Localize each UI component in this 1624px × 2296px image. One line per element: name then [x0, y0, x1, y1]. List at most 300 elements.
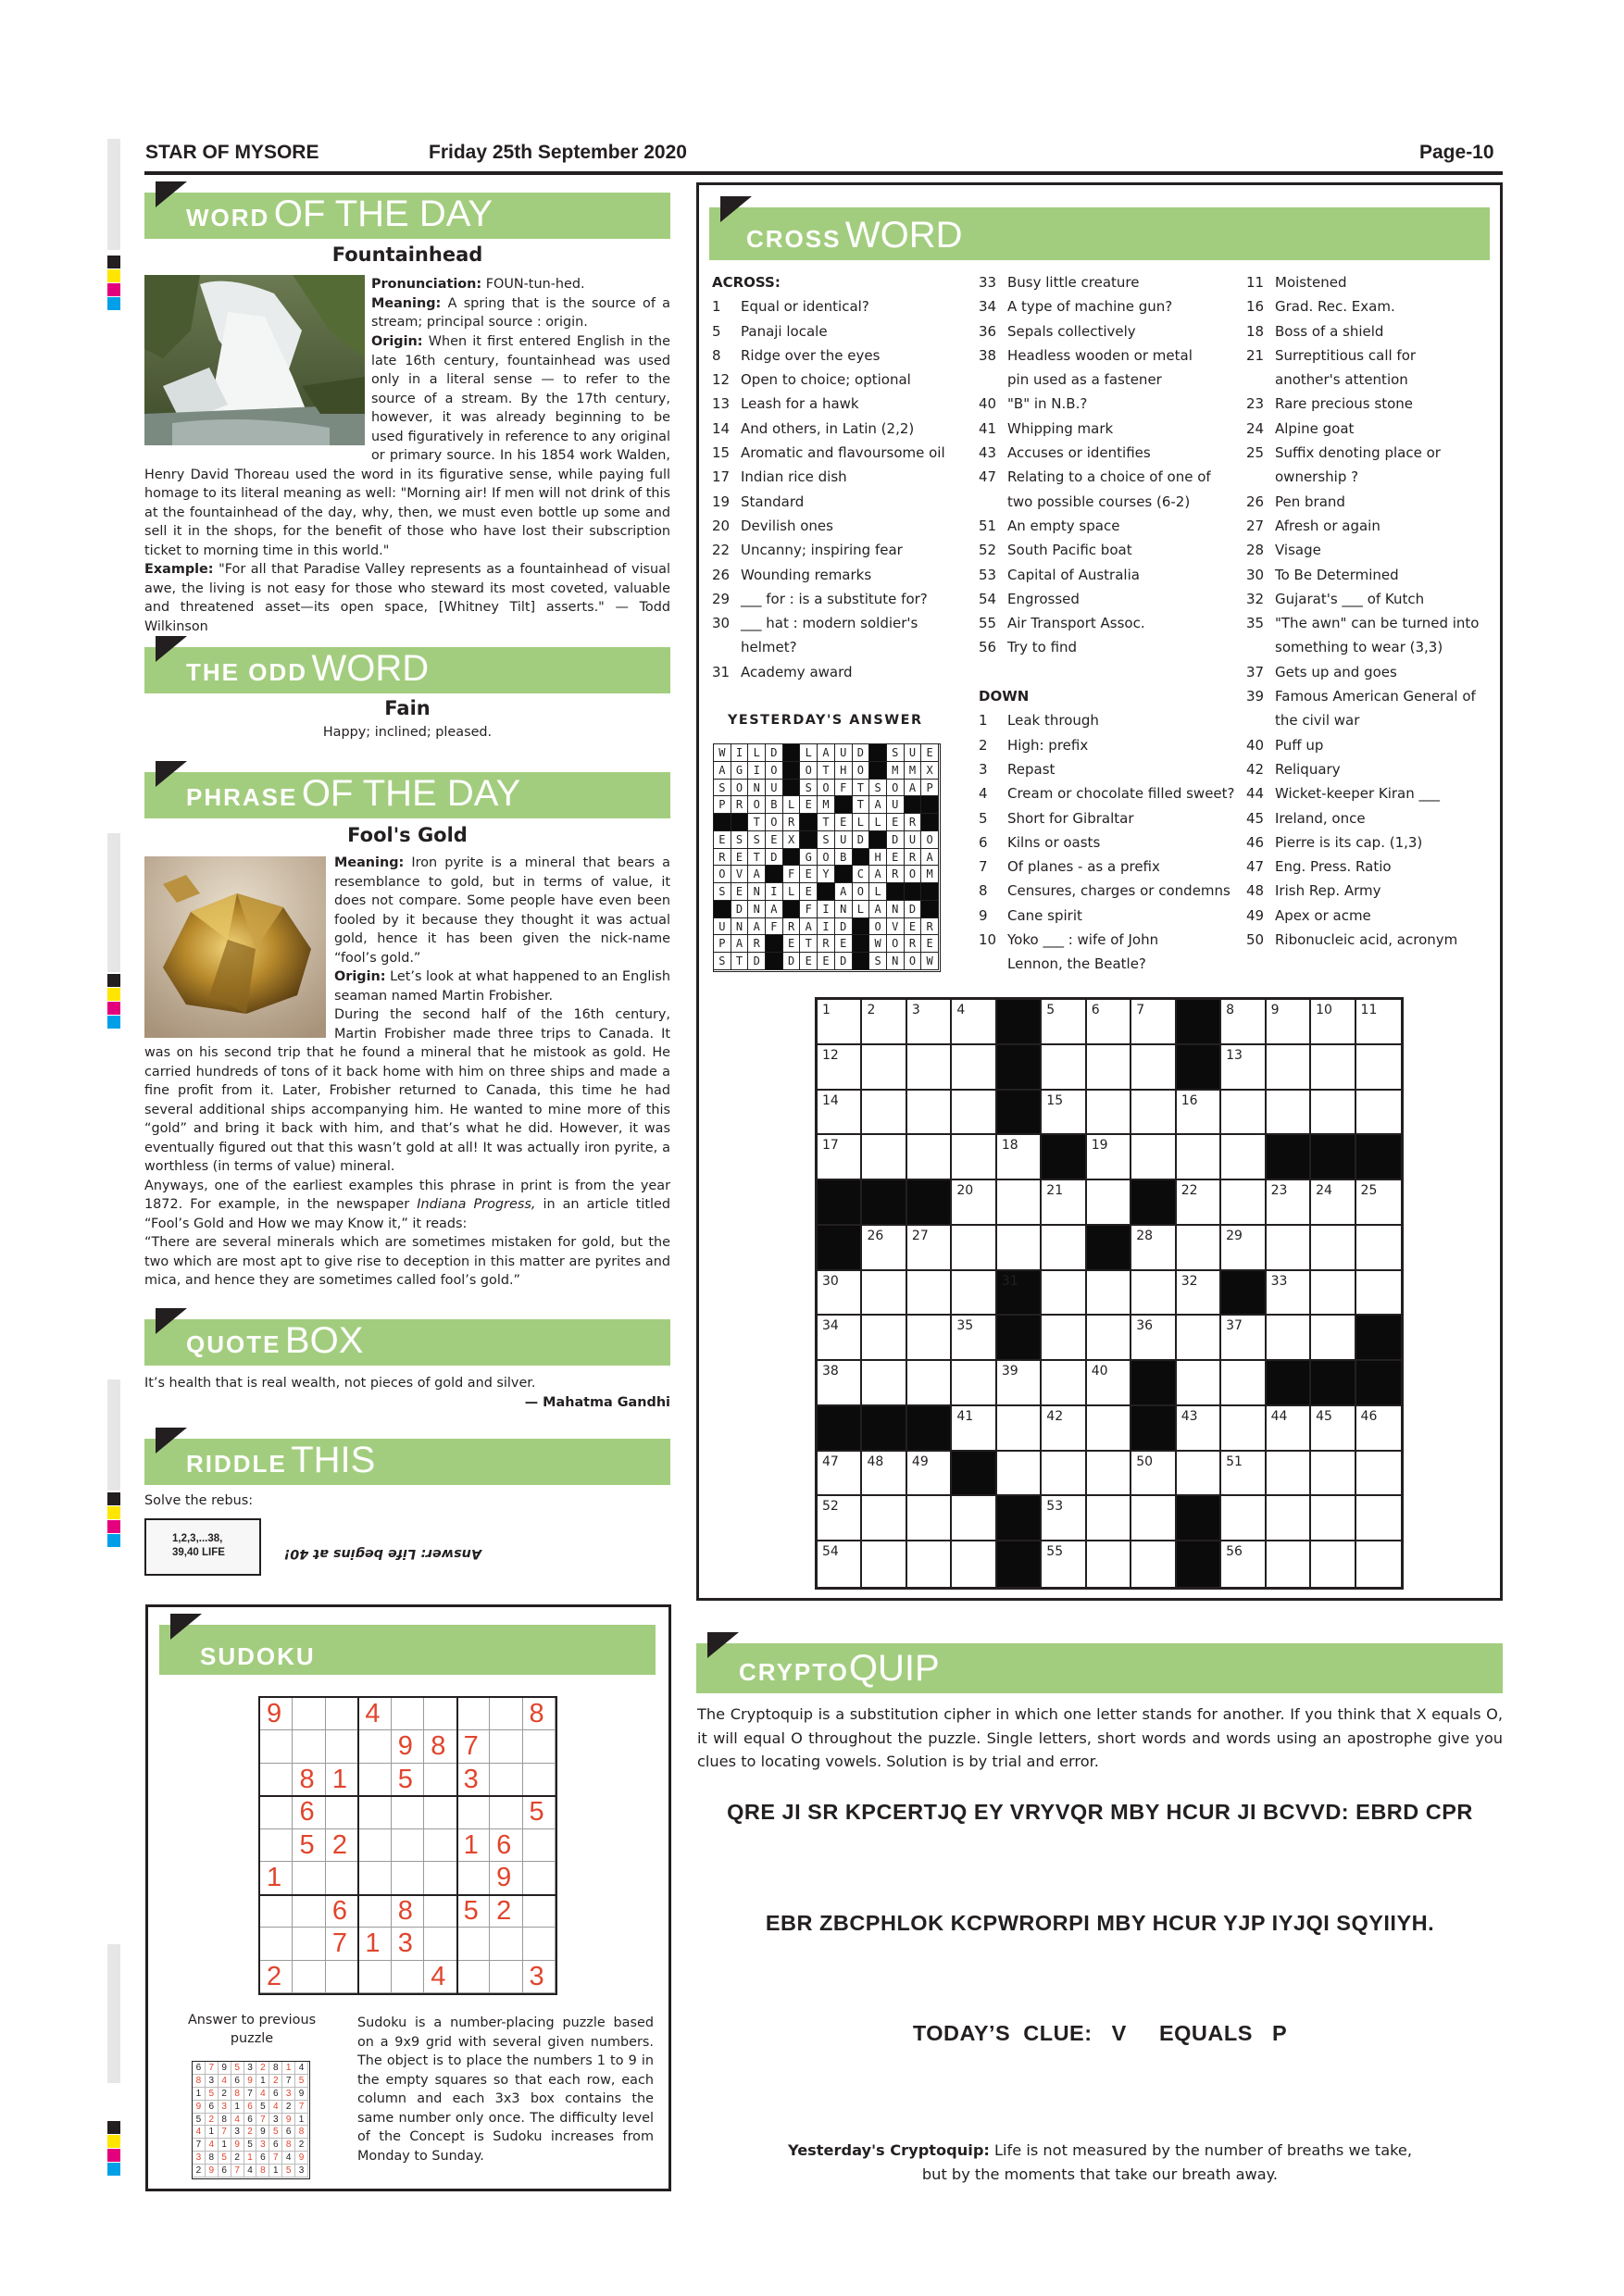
crossword-cell[interactable]: [1356, 1541, 1401, 1587]
crossword-cell[interactable]: [818, 1452, 862, 1497]
crossword-cell[interactable]: [1221, 1541, 1266, 1587]
answer-cell: L: [869, 883, 887, 901]
sudoku-empty-cell[interactable]: [293, 1698, 325, 1730]
answer-cell: [766, 935, 783, 953]
clue-item: [712, 368, 962, 392]
sudoku-empty-cell[interactable]: [392, 1829, 424, 1862]
sudoku-empty-cell[interactable]: [358, 1764, 391, 1796]
sudoku-empty-cell[interactable]: [260, 1796, 293, 1828]
crossword-cell[interactable]: [1356, 1226, 1401, 1271]
crossword-cell[interactable]: [818, 1271, 862, 1316]
crossword-cell[interactable]: [1356, 1091, 1401, 1136]
crossword-cell[interactable]: [1267, 1496, 1311, 1541]
crossword-cell[interactable]: [818, 1496, 862, 1541]
sudoku-empty-cell[interactable]: [293, 1862, 325, 1894]
cell-number: 42: [1046, 1408, 1064, 1424]
crossword-cell[interactable]: [862, 1135, 906, 1180]
crossword-cell[interactable]: [952, 1091, 996, 1136]
crossword-cell[interactable]: [1221, 1135, 1266, 1180]
clue-number: 50: [1246, 931, 1265, 949]
crossword-cell[interactable]: [1311, 1091, 1355, 1136]
crossword-cell[interactable]: [862, 1091, 906, 1136]
sudoku-empty-cell[interactable]: [326, 1961, 358, 1993]
sudoku-empty-cell[interactable]: [293, 1730, 325, 1763]
answer-cell: 6: [219, 2165, 231, 2177]
answer-cell: F: [766, 918, 783, 936]
sudoku-empty-cell[interactable]: [457, 1928, 490, 1960]
crossword-cell[interactable]: [1131, 1541, 1176, 1587]
sudoku-empty-cell[interactable]: [424, 1829, 456, 1862]
crossword-cell[interactable]: [1356, 1180, 1401, 1226]
crossword-cell[interactable]: [1311, 1452, 1355, 1497]
sudoku-empty-cell[interactable]: [490, 1928, 522, 1960]
crossword-cell[interactable]: [1221, 1452, 1266, 1497]
answer-cell: E: [731, 849, 749, 867]
sudoku-empty-cell[interactable]: [490, 1730, 522, 1763]
crossword-cell[interactable]: [1177, 1316, 1221, 1361]
crossword-cell[interactable]: [952, 1226, 996, 1271]
sudoku-empty-cell[interactable]: [358, 1895, 391, 1928]
crossword-cell[interactable]: [997, 1452, 1042, 1497]
sudoku-empty-cell[interactable]: [490, 1698, 522, 1730]
crossword-cell[interactable]: [1087, 1180, 1131, 1226]
crossword-cell[interactable]: [1131, 1091, 1176, 1136]
rebus-line-1: 1,2,3,...38,: [172, 1533, 223, 1544]
crossword-cell[interactable]: [1042, 1045, 1086, 1091]
crossword-cell[interactable]: [862, 1000, 906, 1045]
sudoku-empty-cell[interactable]: [490, 1961, 522, 1993]
crossword-cell[interactable]: [862, 1496, 906, 1541]
crossword-cell[interactable]: [1042, 1271, 1086, 1316]
clue-number: 13: [712, 395, 731, 413]
crossword-cell[interactable]: [1311, 1406, 1355, 1452]
crossword-cell[interactable]: [952, 1271, 996, 1316]
crossword-cell[interactable]: [1131, 1000, 1176, 1045]
crossword-cell[interactable]: [1267, 1316, 1311, 1361]
sudoku-empty-cell[interactable]: [457, 1698, 490, 1730]
crossword-cell[interactable]: [1267, 1406, 1311, 1452]
crossword-cell[interactable]: [1356, 1496, 1401, 1541]
crossword-cell[interactable]: [1221, 1496, 1266, 1541]
cell-number: 52: [822, 1499, 839, 1515]
clue-text: High: prefix: [1007, 736, 1089, 754]
sudoku-empty-cell[interactable]: [326, 1698, 358, 1730]
clue-item: [1246, 830, 1496, 855]
sudoku-given-cell: 1: [457, 1829, 490, 1862]
crossword-black-cell: [1221, 1271, 1266, 1316]
answer-cell: D: [731, 901, 749, 918]
crossword-grid[interactable]: [815, 997, 1404, 1590]
answer-cell: 7: [231, 2165, 244, 2177]
crossword-cell[interactable]: [818, 1045, 862, 1091]
crossword-cell[interactable]: [907, 1316, 952, 1361]
crossword-cell[interactable]: [1311, 1316, 1355, 1361]
sudoku-grid[interactable]: [258, 1696, 557, 1995]
answer-cell: 2: [282, 2101, 295, 2114]
crossword-cell[interactable]: [907, 1000, 952, 1045]
answer-cell: 4: [269, 2101, 282, 2114]
crossword-cell[interactable]: [1267, 1180, 1311, 1226]
crossword-cell[interactable]: [952, 1135, 996, 1180]
clue-text: Moistened: [1275, 274, 1347, 291]
answer-cell: 6: [269, 2139, 282, 2152]
crossword-cell[interactable]: [1131, 1271, 1176, 1316]
crossword-cell[interactable]: [1131, 1496, 1176, 1541]
quote-text: It’s health that is real wealth, not pieces of gold and silver.: [144, 1376, 536, 1391]
crossword-cell[interactable]: [1087, 1361, 1131, 1406]
crossword-cell[interactable]: [907, 1091, 952, 1136]
clue-number: 30: [1246, 566, 1265, 583]
crossword-cell[interactable]: [1267, 1226, 1311, 1271]
crossword-cell[interactable]: [818, 1361, 862, 1406]
crossword-cell[interactable]: [1267, 1091, 1311, 1136]
sudoku-empty-cell[interactable]: [457, 1796, 490, 1828]
clue-item: [1246, 270, 1496, 294]
crossword-cell[interactable]: [1221, 1091, 1266, 1136]
sudoku-empty-cell[interactable]: [424, 1928, 456, 1960]
cell-number: 26: [867, 1228, 884, 1243]
crossword-cell[interactable]: [1177, 1271, 1221, 1316]
crossword-cell[interactable]: [1177, 1452, 1221, 1497]
across-heading: ACROSS:: [712, 274, 781, 291]
crossword-cell[interactable]: [1221, 1361, 1266, 1406]
crossword-cell[interactable]: [952, 1406, 996, 1452]
sudoku-empty-cell[interactable]: [293, 1928, 325, 1960]
clue-number: 31: [712, 663, 731, 680]
crossword-cell[interactable]: [818, 1541, 862, 1587]
sudoku-empty-cell[interactable]: [523, 1895, 556, 1928]
sudoku-empty-cell[interactable]: [358, 1829, 391, 1862]
crossword-black-cell: [862, 1180, 906, 1226]
answer-cell: L: [853, 901, 870, 918]
sudoku-empty-cell[interactable]: [424, 1764, 456, 1796]
clue-text: South Pacific boat: [1007, 542, 1132, 559]
crossword-cell[interactable]: [1042, 1316, 1086, 1361]
crossword-cell[interactable]: [1221, 1316, 1266, 1361]
cell-number: 48: [867, 1454, 884, 1469]
crossword-cell[interactable]: [818, 1316, 862, 1361]
crossword-cell[interactable]: [1267, 1452, 1311, 1497]
clue-item: [1246, 684, 1496, 708]
sudoku-empty-cell[interactable]: [424, 1895, 456, 1928]
crossword-cell[interactable]: [862, 1452, 906, 1497]
crossword-cell[interactable]: [1042, 1000, 1086, 1045]
crossword-cell[interactable]: [1177, 1091, 1221, 1136]
crossword-cell[interactable]: [1131, 1226, 1176, 1271]
crossword-cell[interactable]: [1356, 1000, 1401, 1045]
crossword-cell[interactable]: [952, 1180, 996, 1226]
crossword-cell[interactable]: [907, 1226, 952, 1271]
crossword-cell[interactable]: [1131, 1316, 1176, 1361]
crossword-cell[interactable]: [1087, 1541, 1131, 1587]
registration-mark: [107, 1534, 120, 1547]
crossword-cell[interactable]: [1311, 1045, 1355, 1091]
clue-number: 18: [1246, 322, 1265, 340]
sudoku-empty-cell[interactable]: [523, 1829, 556, 1862]
crossword-cell[interactable]: [1356, 1406, 1401, 1452]
crossword-cell[interactable]: [818, 1000, 862, 1045]
cell-number: 24: [1316, 1183, 1332, 1199]
sudoku-empty-cell[interactable]: [523, 1764, 556, 1796]
sudoku-empty-cell[interactable]: [457, 1862, 490, 1894]
sudoku-empty-cell[interactable]: [326, 1862, 358, 1894]
answer-cell: 7: [282, 2075, 295, 2088]
crossword-cell[interactable]: [862, 1045, 906, 1091]
crossword-cell[interactable]: [862, 1361, 906, 1406]
sudoku-given-cell: 5: [523, 1796, 556, 1828]
crossword-cell[interactable]: [1221, 1000, 1266, 1045]
crossword-cell[interactable]: [1042, 1406, 1086, 1452]
clue-item: [979, 465, 1238, 489]
sudoku-empty-cell[interactable]: [260, 1895, 293, 1928]
rebus-image: [144, 1518, 261, 1576]
sudoku-empty-cell[interactable]: [392, 1862, 424, 1894]
sudoku-empty-cell[interactable]: [424, 1698, 456, 1730]
crossword-cell[interactable]: [907, 1541, 952, 1587]
crossword-cell[interactable]: [997, 1180, 1042, 1226]
clue-item: [979, 781, 1238, 805]
answer-cell: 7: [269, 2152, 282, 2165]
sudoku-empty-cell[interactable]: [490, 1764, 522, 1796]
clue-item: [712, 441, 962, 465]
clue-number: 26: [1246, 493, 1265, 510]
clue-item: [1246, 319, 1496, 343]
answer-cell: L: [783, 883, 801, 901]
registration-mark: [107, 974, 120, 987]
registration-mark: [107, 269, 120, 282]
clue-number: 2: [979, 736, 988, 754]
clue-number: 15: [712, 444, 731, 462]
sudoku-description: Sudoku is a number-placing puzzle based on a 9x9 grid with several given numbers. The object is to place the numbers 1 to 9 in the empty squares so that each row, each column and each 3x3 box contains the same number only once. The difficulty level of the Concept is Sudoku increases from Monday to Sunday.: [357, 2015, 654, 2164]
crossword-cell[interactable]: [1221, 1226, 1266, 1271]
crossword-cell[interactable]: [907, 1271, 952, 1316]
answer-cell: F: [835, 780, 853, 797]
crossword-cell[interactable]: [862, 1271, 906, 1316]
crossword-cell[interactable]: [1131, 1045, 1176, 1091]
crossword-cell[interactable]: [1042, 1091, 1086, 1136]
crossword-cell[interactable]: [1221, 1406, 1266, 1452]
crossword-cell[interactable]: [1042, 1496, 1086, 1541]
crossword-cell[interactable]: [818, 1135, 862, 1180]
answer-cell: R: [887, 866, 905, 883]
crossword-cell[interactable]: [1356, 1452, 1401, 1497]
crossword-cell[interactable]: [1311, 1226, 1355, 1271]
crossword-cell[interactable]: [1311, 1541, 1355, 1587]
registration-mark: [107, 2135, 120, 2148]
sudoku-empty-cell[interactable]: [523, 1862, 556, 1894]
crossword-black-cell: [1311, 1135, 1355, 1180]
clue-text: Of planes - as a prefix: [1007, 858, 1160, 876]
answer-cell: 7: [193, 2139, 206, 2152]
sudoku-given-cell: 5: [293, 1829, 325, 1862]
answer-cell: E: [818, 953, 835, 970]
crossword-cell[interactable]: [1177, 1180, 1221, 1226]
crossword-cell[interactable]: [1042, 1361, 1086, 1406]
crossword-cell[interactable]: [1087, 1045, 1131, 1091]
answer-cell: 8: [219, 2114, 231, 2127]
answer-cell: N: [748, 780, 766, 797]
crossword-black-cell: [1087, 1226, 1131, 1271]
quote-author: — Mahatma Gandhi: [524, 1395, 670, 1410]
sudoku-empty-cell[interactable]: [358, 1862, 391, 1894]
sudoku-given-cell: 7: [326, 1928, 358, 1960]
answer-cell: 3: [219, 2101, 231, 2114]
crossword-black-cell: [997, 1316, 1042, 1361]
sudoku-empty-cell[interactable]: [260, 1764, 293, 1796]
crossword-cell[interactable]: [862, 1541, 906, 1587]
sudoku-empty-cell[interactable]: [326, 1730, 358, 1763]
sudoku-empty-cell[interactable]: [392, 1961, 424, 1993]
answer-cell: 9: [295, 2152, 308, 2165]
crossword-cell[interactable]: [1177, 1135, 1221, 1180]
answer-cell: 8: [282, 2139, 295, 2152]
crossword-cell[interactable]: [1087, 1091, 1131, 1136]
registration-mark: [107, 2121, 120, 2134]
crossword-cell[interactable]: [1311, 1496, 1355, 1541]
sudoku-empty-cell[interactable]: [326, 1796, 358, 1828]
crossword-cell[interactable]: [1221, 1180, 1266, 1226]
answer-cell: E: [835, 935, 853, 953]
clue-item: [712, 514, 962, 538]
answer-cell: 9: [256, 2126, 269, 2139]
crossword-cell[interactable]: [1267, 1541, 1311, 1587]
clue-text: A type of machine gun?: [1007, 298, 1173, 316]
clue-text: Famous American General of: [1275, 688, 1476, 705]
print-margin-bar: [107, 139, 120, 250]
crossword-cell[interactable]: [1311, 1000, 1355, 1045]
answer-cell: A: [921, 849, 939, 867]
sudoku-box-divider: [260, 1795, 556, 1797]
clue-number: 54: [979, 590, 997, 607]
crossword-cell[interactable]: [1087, 1135, 1131, 1180]
crossword-cell[interactable]: [952, 1000, 996, 1045]
sudoku-empty-cell[interactable]: [523, 1730, 556, 1763]
sudoku-empty-cell[interactable]: [457, 1961, 490, 1993]
sudoku-empty-cell[interactable]: [424, 1862, 456, 1894]
sudoku-empty-cell[interactable]: [358, 1961, 391, 1993]
sudoku-empty-cell[interactable]: [293, 1961, 325, 1993]
sudoku-given-cell: 8: [293, 1764, 325, 1796]
word-of-day-origin: Origin: When it first entered English in the late 16th century, fountainhead was used only in a literal sense — to refer to the source of a stream. By the 17th century, however, it was already beginning to be used figuratively in reference to any original or primary source. In his 1854 work Walden, Henry David Thoreau used the word in its figurative sense, while paying full homage to its literal meaning as well: "Morning air! If men will not drink of this at the fountainhead of the day, why, then, we must even bottle up some and sell it in the shops, for the benefit of those who have lost their subscription ticket to morning time in this world." Example: "For all that Paradise Valley represents as a fountainhead of visual awe, the living is not easy for those who steward its most coveted, valuable and threatened asset—its open space, [Whitney Tilt] asserts." — Todd Wilkinson: [144, 334, 670, 634]
sudoku-empty-cell[interactable]: [260, 1928, 293, 1960]
crossword-cell[interactable]: [1311, 1271, 1355, 1316]
sudoku-empty-cell[interactable]: [358, 1796, 391, 1828]
crossword-cell[interactable]: [818, 1091, 862, 1136]
crossword-cell[interactable]: [952, 1541, 996, 1587]
crossword-black-cell: [1356, 1361, 1401, 1406]
crossword-cell[interactable]: [862, 1316, 906, 1361]
crossword-cell[interactable]: [862, 1226, 906, 1271]
crossword-cell[interactable]: [952, 1316, 996, 1361]
clue-text: And others, in Latin (2,2): [741, 419, 915, 437]
sudoku-empty-cell[interactable]: [260, 1829, 293, 1862]
sudoku-given-cell: 9: [490, 1862, 522, 1894]
crossword-cell[interactable]: [1042, 1541, 1086, 1587]
crossword-cell[interactable]: [1087, 1316, 1131, 1361]
sudoku-given-cell: 1: [326, 1764, 358, 1796]
crossword-cell[interactable]: [1356, 1045, 1401, 1091]
crossword-cell[interactable]: [907, 1452, 952, 1497]
answer-cell: R: [783, 918, 801, 936]
crossword-cell[interactable]: [1042, 1180, 1086, 1226]
crossword-cell[interactable]: [907, 1135, 952, 1180]
clue-number: 19: [712, 493, 731, 510]
crossword-cell[interactable]: [952, 1496, 996, 1541]
registration-mark: [107, 1506, 120, 1519]
crossword-cell[interactable]: [1177, 1226, 1221, 1271]
clue-item: [1246, 587, 1496, 611]
answer-cell: S: [869, 780, 887, 797]
crossword-cell[interactable]: [907, 1496, 952, 1541]
registration-mark: [107, 283, 120, 296]
answer-cell: 4: [219, 2075, 231, 2088]
answer-cell: T: [748, 849, 766, 867]
banner-corner-icon: [156, 761, 187, 787]
crossword-cell[interactable]: [997, 1406, 1042, 1452]
crossword-cell[interactable]: [1042, 1226, 1086, 1271]
crossword-cell[interactable]: [1356, 1271, 1401, 1316]
clue-text: Accuses or identifies: [1007, 444, 1151, 462]
sudoku-empty-cell[interactable]: [358, 1730, 391, 1763]
sudoku-empty-cell[interactable]: [490, 1796, 522, 1828]
sudoku-empty-cell[interactable]: [392, 1796, 424, 1828]
crossword-cell[interactable]: [1267, 1045, 1311, 1091]
crossword-cell[interactable]: [1087, 1000, 1131, 1045]
crossword-cell[interactable]: [997, 1135, 1042, 1180]
crossword-cell[interactable]: [1087, 1452, 1131, 1497]
crossword-cell[interactable]: [1042, 1452, 1086, 1497]
crossword-cell[interactable]: [997, 1361, 1042, 1406]
crossword-cell[interactable]: [1131, 1135, 1176, 1180]
answer-cell: 3: [231, 2126, 244, 2139]
sudoku-empty-cell[interactable]: [523, 1928, 556, 1960]
clue-number: 38: [979, 346, 997, 364]
clue-text: Puff up: [1275, 736, 1324, 754]
clue-text: Academy award: [741, 663, 853, 680]
answer-cell: 1: [256, 2075, 269, 2088]
crossword-cell[interactable]: [952, 1045, 996, 1091]
answer-cell: [800, 831, 818, 849]
cell-number: 22: [1181, 1183, 1198, 1199]
crossword-cell[interactable]: [907, 1045, 952, 1091]
sudoku-empty-cell[interactable]: [293, 1895, 325, 1928]
sudoku-empty-cell[interactable]: [424, 1796, 456, 1828]
crossword-cell[interactable]: [1177, 1406, 1221, 1452]
crossword-cell[interactable]: [1221, 1045, 1266, 1091]
cell-number: 20: [956, 1183, 974, 1199]
answer-cell: S: [714, 883, 731, 901]
crossword-cell[interactable]: [1311, 1180, 1355, 1226]
answer-cell: 6: [244, 2101, 257, 2114]
crossword-cell[interactable]: [907, 1361, 952, 1406]
crossword-cell[interactable]: [1177, 1361, 1221, 1406]
crossword-cell[interactable]: [1267, 1000, 1311, 1045]
crossword-cell[interactable]: [952, 1361, 996, 1406]
crossword-cell[interactable]: [1087, 1271, 1131, 1316]
sudoku-empty-cell[interactable]: [260, 1730, 293, 1763]
crossword-cell[interactable]: [997, 1226, 1042, 1271]
crossword-cell[interactable]: [1087, 1496, 1131, 1541]
crossword-cell[interactable]: [1087, 1406, 1131, 1452]
answer-cell: V: [887, 918, 905, 936]
answer-cell: 5: [219, 2152, 231, 2165]
sudoku-answer-label: Answer to previous puzzle: [187, 2013, 317, 2046]
crossword-cell[interactable]: [1267, 1271, 1311, 1316]
crossword-cell[interactable]: [1131, 1452, 1176, 1497]
crossword-black-cell: [1311, 1361, 1355, 1406]
sudoku-empty-cell[interactable]: [392, 1698, 424, 1730]
clue-number: 20: [712, 517, 731, 534]
